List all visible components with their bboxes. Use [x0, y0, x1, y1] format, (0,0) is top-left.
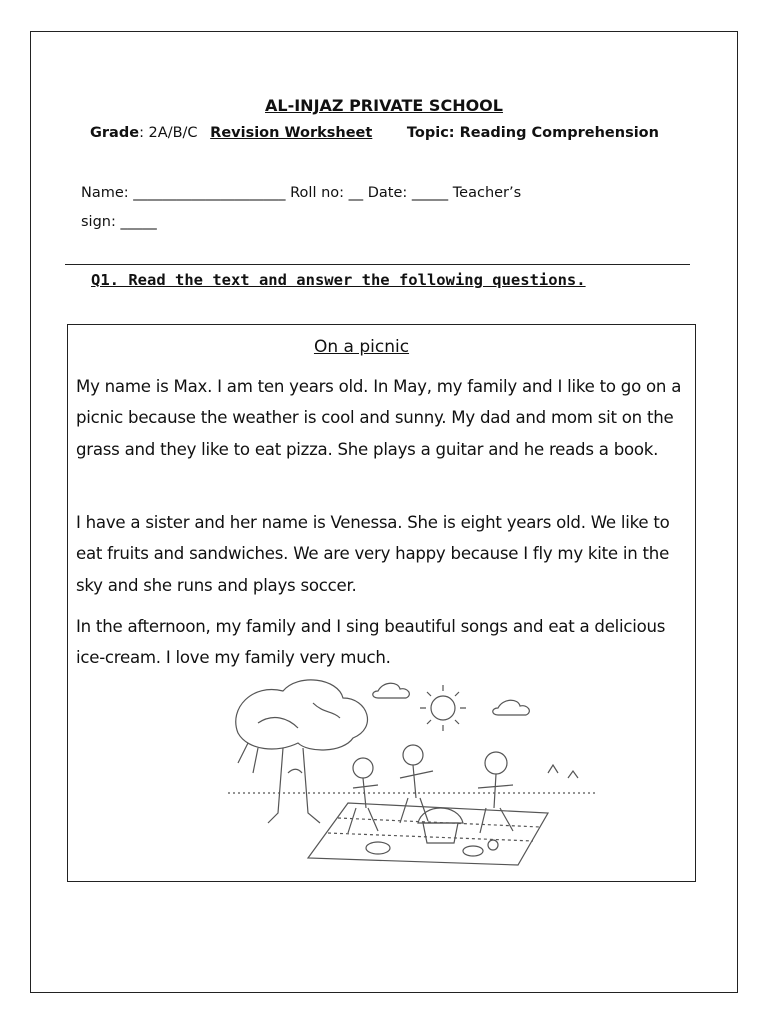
- story-title: [68, 337, 695, 357]
- grade-label: Grade: [90, 125, 140, 141]
- picnic-illustration: [228, 673, 608, 868]
- story-title-text: On a picnic: [313, 337, 410, 357]
- worksheet-title: Revision Worksheet: [210, 125, 373, 141]
- grade-line: [90, 125, 659, 141]
- divider: [65, 264, 690, 265]
- teacher-sign-line: sign: _____: [81, 214, 157, 230]
- question-heading: Q1. Read the text and answer the following questions.: [91, 271, 586, 289]
- school-name: AL-INJAZ PRIVATE SCHOOL: [265, 96, 503, 115]
- student-info-line: Name: _____________________ Roll no: __ Date: _____ Teacher’s: [81, 185, 522, 201]
- story-paragraph: My name is Max. I am ten years old. In May, my family and I like to go on a picnic because the weather is cool and sunny. My dad and mom sit on the grass and they like to eat pizza. She plays a guitar and he reads a book.: [76, 377, 682, 459]
- story-box: [67, 324, 696, 882]
- topic-label: Topic: Reading Comprehension: [406, 125, 659, 141]
- story-paragraph: I have a sister and her name is Venessa. She is eight years old. We like to eat fruits and sandwiches. We are very happy because I fly my kite in the sky and she runs and plays soccer.: [76, 513, 670, 595]
- story-paragraph: In the afternoon, my family and I sing beautiful songs and eat a delicious ice-cream. I love my family very much.: [76, 617, 666, 668]
- grade-value: : 2A/B/C: [139, 125, 198, 141]
